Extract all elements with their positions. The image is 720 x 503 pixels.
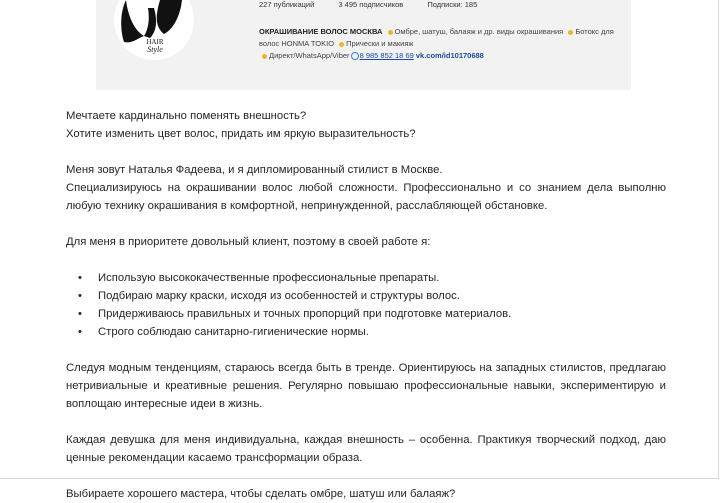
dot-icon xyxy=(388,30,393,35)
bio-item: Прически и макияж xyxy=(346,39,414,48)
priority-list xyxy=(66,269,666,341)
hair-style-logo xyxy=(104,0,196,68)
profile-stats xyxy=(259,0,499,9)
list-item: • Придерживаюсь правильных и точных пропорций при подготовке материалов. xyxy=(66,305,666,323)
globe-icon xyxy=(351,52,359,60)
logo-script: Style xyxy=(147,45,163,54)
list-item: • Подбираю марку краски, исходя из особенностей и структуры волос. xyxy=(66,287,666,305)
paragraph: Для меня в приоритете довольный клиент, поэтому в своей работе я: xyxy=(66,236,431,248)
paragraph: Следуя модным тенденциям, стараюсь всегда быть в тренде. Ориентируюсь на западных стилистов, предлагаю нетривиальные и креативные решения. Регулярно повышаю профессиональные навыки, экспериментирую и воплощаю интересные идеи в жизнь. xyxy=(66,362,666,410)
followers-count: 3 495 подписчиков xyxy=(338,0,404,9)
paragraph: Меня зовут Наталья Фадеева, и я дипломированный стилист в Москве. xyxy=(66,164,443,176)
profile-bio xyxy=(259,26,619,62)
list-item: • Использую высококачественные профессиональные препараты. xyxy=(66,269,666,287)
paragraph: Хотите изменить цвет волос, придать им яркую выразительность? xyxy=(66,128,416,140)
logo-word: HAIR xyxy=(146,38,164,46)
bio-title: ОКРАШИВАНИЕ ВОЛОС МОСКВА xyxy=(259,27,383,36)
bullet-icon: • xyxy=(78,272,82,284)
paragraph: Каждая девушка для меня индивидуальна, каждая внешность – особенна. Практикуя творческий подход, даю ценные рекомендации касаемо трансформации образа. xyxy=(66,434,666,464)
bullet-icon: • xyxy=(78,308,82,320)
following-count: Подписки: 185 xyxy=(427,0,478,9)
paragraph: Специализируюсь на окрашивании волос любой сложности. Профессионально и со знанием дела выполню любую технику окрашивания в комфортной, непринужденной, расслабляющей обстановке. xyxy=(66,182,666,212)
contact-label: Директ/WhatsApp/Viber xyxy=(269,51,350,60)
document-body xyxy=(66,107,666,503)
phone-number[interactable]: 8 985 852 18 69 xyxy=(359,51,414,60)
dot-icon xyxy=(568,30,573,35)
posts-count: 227 публикаций xyxy=(259,0,315,9)
paragraph: Мечтаете кардинально поменять внешность? xyxy=(66,110,307,122)
dot-icon xyxy=(262,54,267,59)
instagram-profile-card xyxy=(96,0,631,90)
paragraph: Выбираете хорошего мастера, чтобы сделать омбре, шатуш или балаяж? xyxy=(66,488,456,500)
bio-item: Ботокс для волос HONMA TOKIO xyxy=(259,27,614,48)
bullet-icon: • xyxy=(78,326,82,338)
dot-icon xyxy=(339,42,344,47)
profile-link[interactable]: vk.com/id10170688 xyxy=(415,51,484,60)
bio-item: Омбре, шатуш, балаяж и др. виды окрашивания xyxy=(394,27,564,36)
list-item: • Строго соблюдаю санитарно-гигиенические нормы. xyxy=(66,323,666,341)
bullet-icon: • xyxy=(78,290,82,302)
